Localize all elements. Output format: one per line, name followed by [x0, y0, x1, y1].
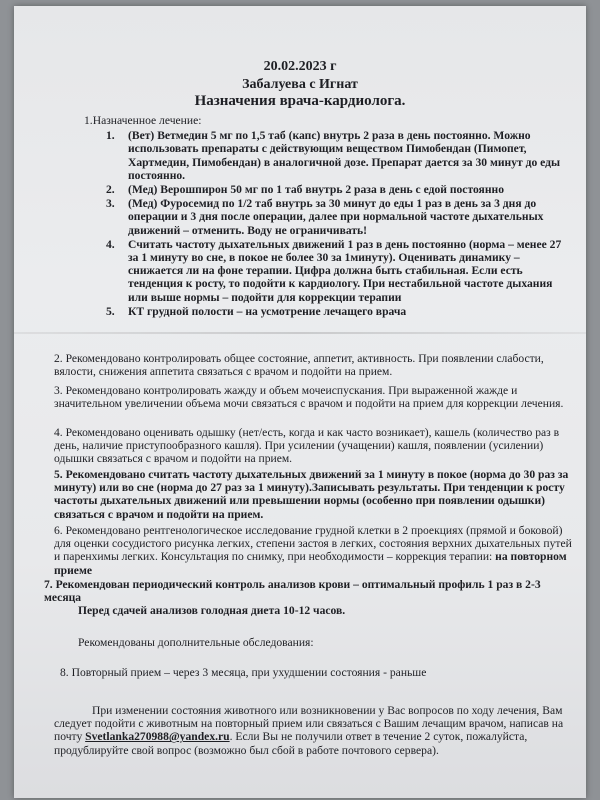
footer-text-end: . Если Вы не получили ответ в течение 2 суток, пожалуйста, продублируйте свой вопрос (возможно был сбой в работе почтового сервера). [54, 730, 528, 757]
treatment-item [106, 305, 564, 318]
treatment-heading: 1.Назначенное лечение: [84, 114, 202, 127]
item-text: Считать частоту дыхательных движений 1 раз в день постоянно (норма – менее 27 за 1 минуту во сне, в покое не более 30 за 1минуту). Оценивать динамику – снижается ли на фоне терапии. Цифра должна быть стабильная. Если есть тенденция к росту, то подойти к кардиологу. При нестабильной частоте дыхания или выше нормы – подойти для коррекции терапии [128, 237, 562, 304]
item-number: 4. [106, 237, 115, 251]
treatment-list [84, 129, 564, 318]
recommendation-5: 5. Рекомендовано считать частоту дыхательных движений за 1 минуту в покое (норма до 30 раз за минуту) или во сне (норма до 27 раз за 1 минуту).Записывать результаты. При тенденции к росту частоты дыхательных движений или превышении нормы (особенно при появлении одышки) связаться с врачом и подойти на прием. [54, 468, 569, 521]
item-text: (Мед) Верошпирон 50 мг по 1 таб внутрь 2 раза в день с едой постоянно [128, 183, 504, 197]
footer-text: При изменении состояния животного или возникновении у Вас вопросов по ходу лечения, Вам следует подойти с животным на повторный прием или связаться с Вашим лечащим врачом, написав на почту [54, 704, 564, 744]
recommendation-7-diet: Перед сдачей анализов голодная диета 10-12 часов. [78, 604, 346, 618]
recommendation-4: 4. Рекомендовано оценивать одышку (нет/есть, когда и как часто возникает), кашель (количество раз в день, наличие приступообразного кашля). При усилении (учащении) кашля, появлении (усилении) одышки связаться с врачом и подойти на прием. [54, 426, 560, 466]
paper-fold [14, 332, 586, 334]
item-text: (Вет) Ветмедин 5 мг по 1,5 таб (капс) внутрь 2 раза в день постоянно. Можно использовать препараты с действующим веществом Пимобендан (Пимопет, Хартмедин, Пимобендан) в аналогичной дозе. Препарат дается за 30 минут до еды постоянно. [128, 129, 561, 182]
recommendation-7-text: 7. Рекомендован периодический контроль анализов крови – оптимальный профиль 1 раз в 2-3 месяца [44, 578, 541, 605]
additional-exams: Рекомендованы дополнительные обследования: [78, 636, 314, 649]
patient-name: Забалуева с Игнат [242, 77, 358, 92]
recommendation-6 [54, 524, 574, 577]
doctor-email-link[interactable]: Svetlanka270988@yandex.ru [85, 730, 230, 744]
recommendation-6-emphasis: на повторном приеме [54, 550, 567, 577]
item-text: КТ грудной полости – на усмотрение лечащего врача [128, 304, 407, 318]
treatment-item [106, 183, 564, 196]
item-number: 2. [106, 183, 115, 197]
treatment-item [106, 129, 564, 182]
item-number: 1. [106, 129, 115, 143]
recommendation-8: 8. Повторный прием – через 3 месяца, при ухудшении состояния - раньше [60, 666, 427, 679]
treatment-item [106, 197, 564, 237]
item-number: 3. [106, 197, 115, 211]
recommendation-2: 2. Рекомендовано контролировать общее состояние, аппетит, активность. При появлении слабости, вялости, снижения аппетита связаться с врачом и подойти на прием. [54, 352, 544, 379]
recommendation-3: 3. Рекомендовано контролировать жажду и объем мочеиспускания. При выраженной жажде и значительном увеличении объема мочи связаться с врачом и подойти на прием для коррекции лечения. [54, 384, 564, 411]
recommendation-6-text: 6. Рекомендовано рентгенологическое исследование грудной клетки в 2 проекциях (прямой и боковой) для оценки сосудистого рисунка легких, степени застоя в легких, состояния верхних дыхательных путей и паренхимы легких. Консультация по снимку, при необходимости – коррекция терапии: [54, 524, 572, 564]
recommendation-7 [44, 578, 564, 618]
document-date: 20.02.2023 г [263, 59, 337, 74]
item-number: 5. [106, 304, 115, 318]
treatment-section [84, 114, 564, 319]
footer-note [54, 704, 574, 757]
paper-sheet [14, 6, 586, 798]
item-text: (Мед) Фуросемид по 1/2 таб внутрь за 30 минут до еды 1 раз в день за 3 дня до операции и 3 дня после операции, далее при нормальной частоте дыхательных движений – отменить. Воду не ограничивать! [128, 197, 544, 237]
document-title: Назначения врача-кардиолога. [194, 93, 406, 109]
treatment-item [106, 238, 564, 304]
